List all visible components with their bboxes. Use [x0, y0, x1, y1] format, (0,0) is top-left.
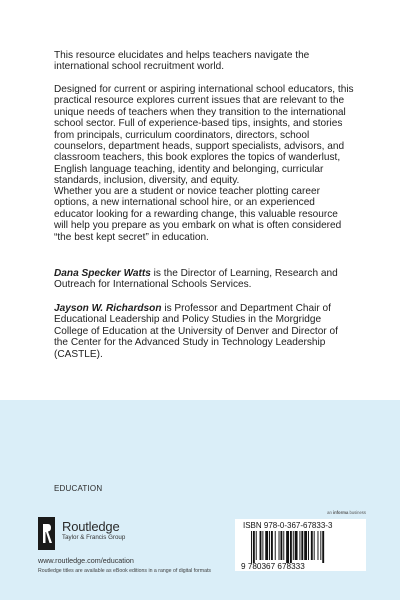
- informa-word: informa: [332, 510, 349, 515]
- author-name-1: Dana Specker Watts: [54, 268, 151, 279]
- barcode-number: 9 780367 678333: [241, 562, 305, 570]
- ebook-availability-note: Routledge titles are available as eBook editions in a range of digital formats: [38, 568, 212, 574]
- description-text: Designed for current or aspiring international school educators, this practical resource explores current issues that are relevant to the unique needs of teachers when they transition to the international school sector. Full of experience-based tips, insights, and stories from principals, curriculum coordinators, directors, school counselors, department heads, support specialists, advisors, and classroom teachers, this book explores the topics of wanderlust, English language teaching, identity and belonging, curricular standards, inclusion, diversity, and equity.: [54, 84, 354, 187]
- routledge-logo-icon: [38, 517, 55, 550]
- informa-prefix: an: [327, 510, 333, 515]
- publisher-tagline: Taylor & Francis Group: [62, 534, 126, 541]
- publisher-name: Routledge: [62, 519, 120, 534]
- barcode-card: [235, 519, 366, 571]
- barcode-icon: [241, 531, 360, 570]
- subject-category: EDUCATION: [54, 484, 103, 493]
- author-bio-text-1: is the Director of Learning, Research and Outreach for International Schools Services.: [54, 268, 338, 291]
- publisher-website-link[interactable]: www.routledge.com/education: [38, 556, 134, 565]
- informa-suffix: business: [348, 510, 366, 515]
- description-paragraph: [54, 84, 354, 187]
- author-bio-text-2: is Professor and Department Chair of Educational Leadership and Policy Studies in the Morgridge College of Education at the University of Denver and Director of the Center for the Advanced Study in Technology Leadership (CASTLE).: [54, 303, 338, 360]
- audience-paragraph: [54, 186, 354, 243]
- informa-business-label: [327, 510, 366, 515]
- author-bio-1: [54, 268, 354, 291]
- intro-paragraph: [54, 50, 354, 73]
- author-name-2: Jayson W. Richardson: [54, 303, 162, 314]
- isbn-label: ISBN 978-0-367-67833-3: [243, 521, 333, 530]
- back-cover-lower-panel: [0, 400, 400, 600]
- intro-text: This resource elucidates and helps teachers navigate the international school recruitment world.: [54, 50, 310, 73]
- author-bio-2: [54, 303, 354, 360]
- audience-text: Whether you are a student or novice teacher plotting career options, a new international school hire, or an experienced educator looking for a rewarding change, this valuable resource will help you prepare as you embark on what is often considered “the best kept secret” in education.: [54, 186, 342, 243]
